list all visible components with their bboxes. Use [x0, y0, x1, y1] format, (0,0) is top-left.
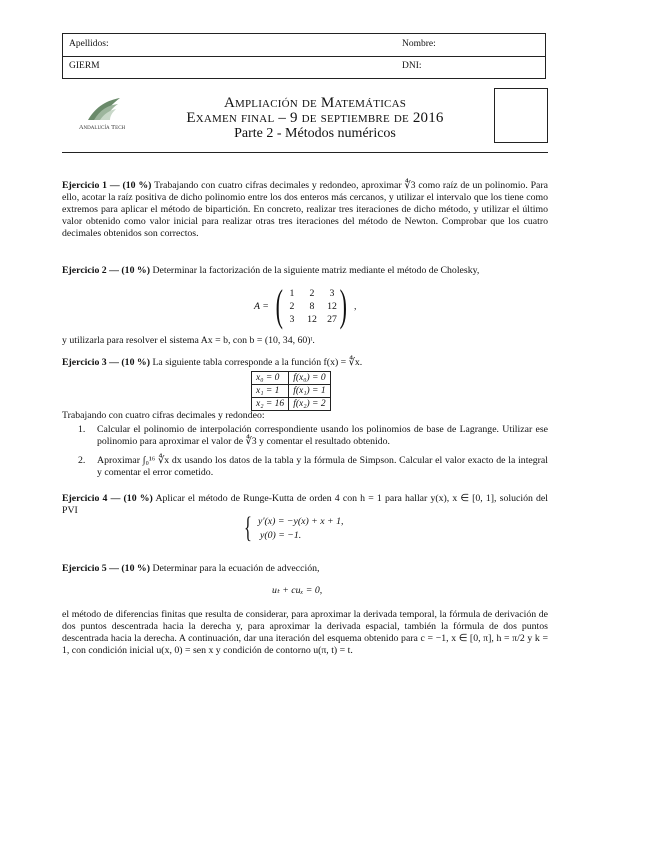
matrix-cell: 1	[289, 288, 295, 299]
exercise-weight: (10 %)	[121, 563, 150, 574]
exercise-3	[62, 357, 548, 369]
matrix-label: A =	[254, 301, 269, 312]
list-number: 1.	[78, 424, 86, 435]
matrix-cell: 8	[309, 301, 315, 312]
degree-label: GIERM	[69, 61, 100, 71]
ivp-equation: y′(x) = −y(x) + x + 1,	[258, 516, 344, 527]
exercise-heading: Ejercicio 2 —	[62, 265, 119, 276]
nombre-label: Nombre:	[402, 39, 436, 49]
exercise-heading: Ejercicio 1 —	[62, 180, 120, 191]
exercise-2	[62, 265, 548, 277]
left-paren: (	[275, 281, 283, 330]
matrix-cell: 2	[309, 288, 315, 299]
table-row	[252, 372, 331, 385]
exercise-text: La siguiente tabla corresponde a la función f(x) = ∜x.	[152, 357, 363, 368]
course-title: Ampliación de Matemáticas	[223, 95, 407, 111]
exercise-weight: (10 %)	[121, 357, 150, 368]
list-item	[80, 424, 548, 448]
table-cell: x₀ = 0	[252, 372, 289, 385]
exam-title	[150, 96, 480, 141]
exercise-heading: Ejercicio 4 —	[62, 493, 121, 504]
exercise-1	[62, 180, 548, 240]
logo-caption: Andalucía Tech	[78, 124, 126, 131]
exercise-weight: (10 %)	[122, 180, 152, 191]
exam-date: Examen final – 9 de septiembre de 2016	[186, 110, 444, 126]
table-cell: f(x₂) = 2	[289, 398, 330, 411]
exercise-weight: (10 %)	[123, 493, 153, 504]
matrix-cell: 12	[327, 301, 337, 312]
apellidos-label: Apellidos:	[69, 39, 109, 49]
matrix-cell: 12	[307, 314, 317, 325]
header-rule	[62, 152, 548, 153]
exercise-text: Trabajando con cuatro cifras decimales y redondeo, aproximar ∜3 como raíz de un polinomio. Para ello, acotar la raíz positiva de dicho polinomio entre los dos enteros más cercanos, y utilizar el intervalo que los tiene como extremos para aplicar el método de bipartición. En concreto, realizar tres iteraciones de dicho método, y utilizar el último valor obtenido como valor inicial para realizar otras tres iteraciones del método de Newton. Comprobar que los cuatro decimales obtenidos son correctos.	[62, 180, 548, 240]
ivp-system	[244, 511, 384, 544]
right-paren: )	[339, 281, 347, 330]
ivp-initial-condition: y(0) = −1.	[260, 530, 302, 541]
exercise-text: Aplicar el método de Runge-Kutta de orden 4 con h = 1 para hallar y(x), x ∈ [0, 1], solución del PVI	[62, 493, 548, 517]
matrix-cell: 3	[329, 288, 335, 299]
exam-part: Parte 2 - Métodos numéricos	[234, 126, 396, 141]
matrix-cell: 27	[327, 314, 337, 325]
matrix-cell: 3	[289, 314, 295, 325]
exercise-heading: Ejercicio 5 —	[62, 563, 119, 574]
table-row	[252, 385, 331, 398]
list-text: Aproximar ∫₀¹⁶ ∜x dx usando los datos de la tabla y la fórmula de Simpson. Calcular el valor exacto de la integral y comentar el error cometido.	[97, 455, 548, 479]
exercise-5-text: el método de diferencias finitas que resulta de considerar, para aproximar la derivada temporal, la fórmula de derivación de dos puntos descentrada hacia la derecha y, para aproximar la derivada espacial, también la fórmula de dos puntos descentrada hacia la derecha. A continuación, dar una iteración del esquema obtenido para c = −1, x ∈ [0, π], h = π/2 y k = 1, con condición inicial u(x, 0) = sen x y condición de contorno u(π, t) = t.	[62, 609, 548, 657]
table-cell: f(x₁) = 1	[289, 385, 330, 398]
advection-equation: uₜ + cuₓ = 0,	[272, 585, 323, 596]
function-table	[251, 371, 331, 411]
exercise-text: Determinar la factorización de la siguiente matriz mediante el método de Cholesky,	[152, 265, 480, 276]
table-cell: f(x₀) = 0	[289, 372, 330, 385]
table-cell: x₁ = 1	[252, 385, 289, 398]
dni-label: DNI:	[402, 61, 422, 71]
exercise-2-system: y utilizarla para resolver el sistema Ax = b, con b = (10, 34, 60)ᵗ.	[62, 335, 315, 346]
table-cell: x₂ = 16	[252, 398, 289, 411]
exercise-weight: (10 %)	[121, 265, 150, 276]
list-item	[80, 455, 548, 479]
list-text: Calcular el polinomio de interpolación correspondiente usando los polinomios de base de Lagrange. Utilizar ese polinomio para aproximar el valor de ∜3 y comentar el resultado obtenido.	[97, 424, 548, 448]
matrix-cell: 2	[289, 301, 295, 312]
exercise-text: Determinar para la ecuación de advección,	[152, 563, 320, 574]
matrix-A	[254, 281, 374, 330]
student-info-box	[62, 33, 546, 79]
exercise-3-intro: Trabajando con cuatro cifras decimales y redondeo:	[62, 410, 265, 421]
divider	[63, 56, 545, 57]
exercise-heading: Ejercicio 3 —	[62, 357, 119, 368]
exercise-5	[62, 563, 548, 575]
table-row	[252, 398, 331, 411]
brace: {	[244, 511, 252, 544]
matrix-suffix: ,	[354, 301, 357, 312]
grade-box	[494, 88, 548, 143]
list-number: 2.	[78, 455, 86, 466]
